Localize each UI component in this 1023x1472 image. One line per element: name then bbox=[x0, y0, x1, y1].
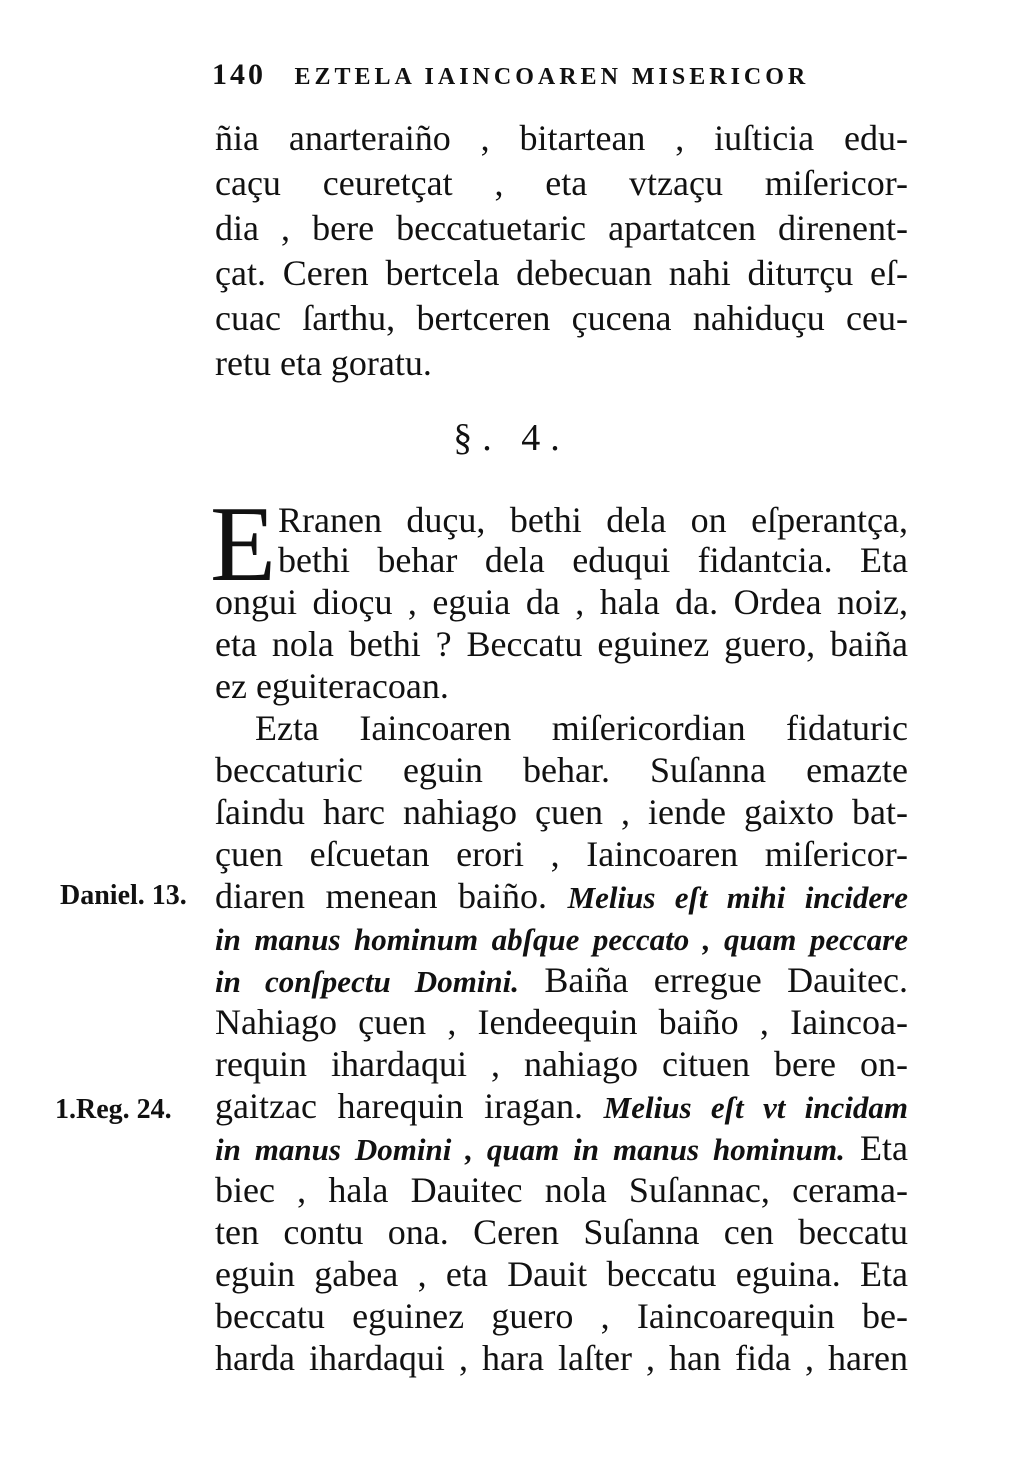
text-line: retu eta goratu. bbox=[215, 343, 432, 383]
section-heading: §. 4. bbox=[453, 417, 570, 459]
text-line: ñia anarteraiño , bitartean , iuſticia edu- bbox=[215, 118, 908, 158]
latin-quote: Melius eſt vt incidam bbox=[603, 1090, 909, 1125]
text-line: bethi behar dela eduqui fidantcia. Eta bbox=[278, 540, 908, 580]
text-line: eta nola bethi ? Beccatu eguinez guero, baiña bbox=[215, 624, 908, 664]
text-line: eguin gabea , eta Dauit beccatu eguina. Eta bbox=[215, 1254, 908, 1294]
text-line: ez eguiteracoan. bbox=[215, 666, 449, 706]
text-line: harda ihardaqui , hara laſter , han fida , haren bbox=[215, 1338, 908, 1378]
text-line bbox=[215, 960, 908, 1002]
text-line: biec , hala Dauitec nola Suſannac, cerama- bbox=[215, 1170, 908, 1210]
text-span: diaren menean baiño. bbox=[215, 876, 548, 916]
text-line: çuen eſcuetan erori , Iaincoaren miſericor- bbox=[215, 834, 908, 874]
text-line: Nahiago çuen , Iendeequin baiño , Iaincoa- bbox=[215, 1002, 908, 1042]
text-line bbox=[215, 1128, 908, 1170]
text-span: Baiña erregue Dauitec. bbox=[544, 960, 909, 1000]
text-line: ſaindu harc nahiago çuen , iende gaixto bat- bbox=[215, 792, 908, 832]
text-line: beccatu eguinez guero , Iaincoarequin be- bbox=[215, 1296, 908, 1336]
text-line: requin ihardaqui , nahiago cituen bere on- bbox=[215, 1044, 908, 1084]
text-line: Rranen duçu, bethi dela on eſperantça, bbox=[278, 500, 908, 540]
text-span: gaitzac harequin iragan. bbox=[215, 1086, 584, 1126]
page-number: 140 bbox=[212, 58, 266, 91]
text-line bbox=[215, 1086, 908, 1128]
text-line: caçu ceuretçat , eta vtzaçu miſericor- bbox=[215, 163, 908, 203]
text-line: ongui dioçu , eguia da , hala da. Ordea noiz, bbox=[215, 582, 908, 622]
text-line: cuac ſarthu, bertceren çucena nahiduçu ceu- bbox=[215, 298, 908, 338]
text-line bbox=[215, 876, 908, 918]
latin-quote: in manus Domini , quam in manus hominum. bbox=[215, 1132, 845, 1167]
text-line: Ezta Iaincoaren miſericordian fidaturic bbox=[255, 708, 908, 748]
latin-quote: in manus hominum abſque peccato , quam peccare bbox=[215, 922, 908, 957]
margin-note-daniel: Daniel. 13. bbox=[60, 880, 187, 911]
text-line: dia , bere beccatuetaric apartatcen direnent- bbox=[215, 208, 908, 248]
running-title: EZTELA IAINCOAREN MISERICOR bbox=[294, 64, 810, 90]
latin-quote: in conſpectu Domini. bbox=[215, 964, 520, 999]
latin-quote: Melius eſt mihi incidere bbox=[567, 880, 908, 915]
text-line: çat. Ceren bertcela debecuan nahi dituтçu eſ- bbox=[215, 253, 908, 293]
running-header bbox=[212, 58, 912, 92]
text-line: ten contu ona. Ceren Suſanna cen beccatu bbox=[215, 1212, 908, 1252]
text-line bbox=[215, 918, 908, 960]
text-span: Eta bbox=[860, 1128, 908, 1168]
drop-cap: E bbox=[210, 485, 276, 604]
margin-note-reg: 1.Reg. 24. bbox=[55, 1094, 172, 1125]
text-line: beccaturic eguin behar. Suſanna emazte bbox=[215, 750, 908, 790]
